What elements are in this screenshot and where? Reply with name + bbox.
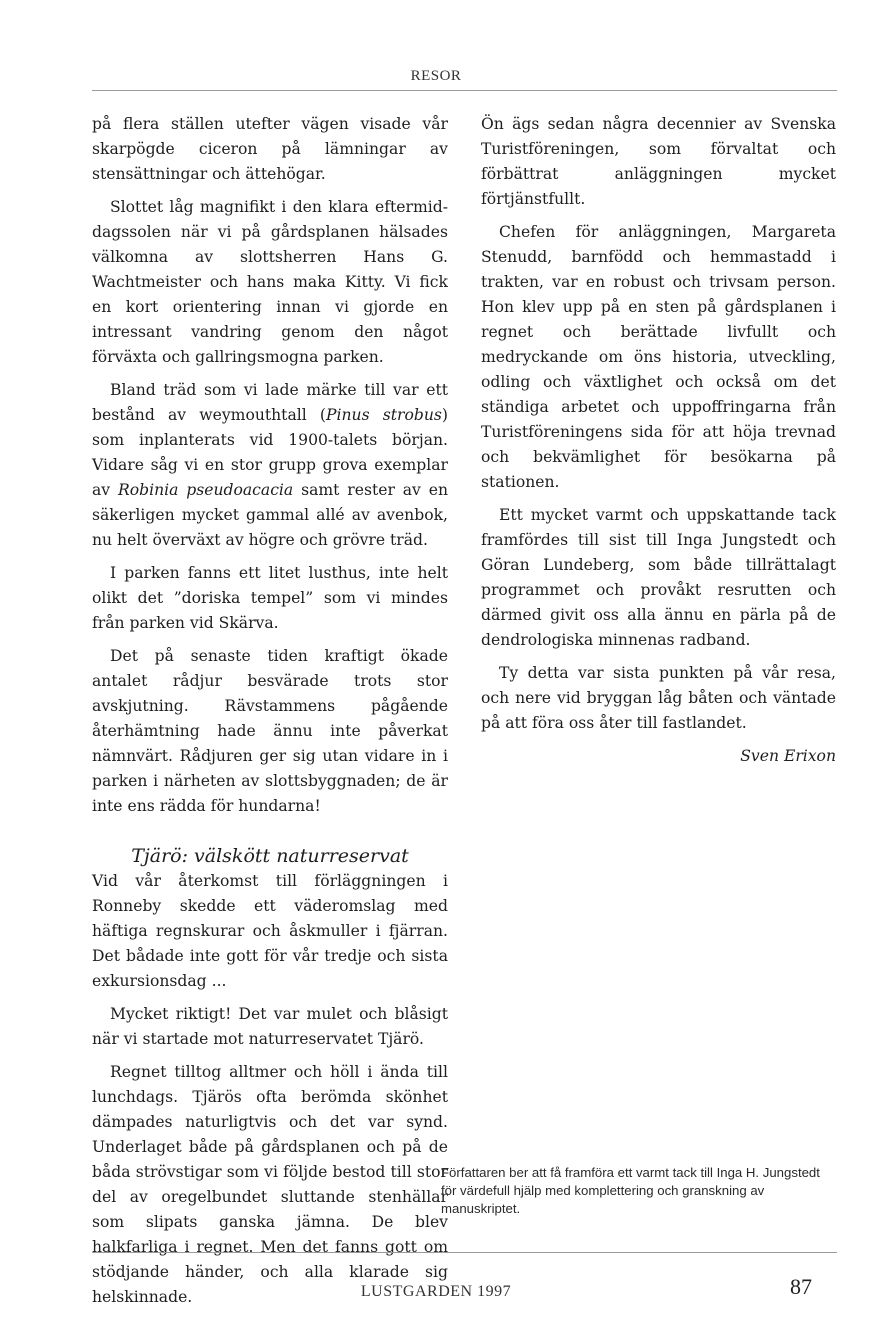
- paragraph-text: samt rester av en säkerligen mycket gammal allé av avenbok, nu helt överväxt av högre och grövre träd.: [92, 481, 448, 549]
- paragraph: [92, 378, 448, 553]
- paragraph-text: Bland träd som vi lade märke till var ett bestånd av weymouthtall (: [92, 381, 448, 424]
- paragraph: Regnet tilltog alltmer och höll i ända till lunchdags. Tjärös ofta berömda skönhet dämpades naturligtvis och det var synd. Underlaget både på gårdsplanen och på de båda strövstigar som vi följde bestod till stor del av oregelbundet sluttande stenhällar som slipats ganska jämna. De blev halkfarliga i regnet. Men det fanns gott om stödjande händer, och alla klarade sig helskinnade.: [92, 1063, 448, 1306]
- paragraph: på flera ställen utefter vägen visade vår skarpögde ciceron på lämningar av stensättningar och ättehögar.: [92, 115, 448, 183]
- section-heading: Tjärö: välskött naturreservat: [131, 845, 409, 867]
- paragraph: Chefen för anläggningen, Margareta Stenudd, barnfödd och hemmastadd i trakten, var en robust och trivsam person. Hon klev upp på en sten på gårdsplanen i regnet och berättade livfullt och medryckande om öns historia, utveckling, odling och växtlighet och också om det ständiga arbetet och uppoffringarna från Turistföreningens sida för att höja trevnad och bekvämlighet för besökarna på stationen.: [481, 223, 836, 491]
- page-number: 87: [790, 1274, 812, 1299]
- paragraph: Ty detta var sista punkten på vår resa, och nere vid bryggan låg båten och väntade på att föra oss åter till fastlandet.: [481, 664, 836, 732]
- left-column: [92, 112, 448, 1318]
- species-name: Robinia pseudoacacia: [117, 481, 294, 499]
- paragraph: Vid vår återkomst till förläggningen i Ronneby skedde ett väderomslag med häftiga regnskurar och åskmuller i fjärran. Det bådade inte gott för vår tredje och sista exkursionsdag ...: [92, 872, 448, 990]
- footnote: Författaren ber att få framföra ett varmt tack till Inga H. Jungstedt för värdefull hjälp med komplettering och granskning av manuskriptet.: [441, 1165, 820, 1216]
- footer-rule: [92, 1252, 837, 1253]
- paragraph: Det på senaste tiden kraftigt ökade antalet rådjur besvärade trots stor avskjutning. Rävstammens pågående återhämtning hade ännu inte påverkat nämnvärt. Rådjuren ger sig utan vidare in i parken i närheten av slottsbyggnaden; de är inte ens rädda för hundarna!: [92, 647, 448, 815]
- header-rule: [92, 90, 837, 91]
- paragraph: Slottet låg magnifikt i den klara eftermiddagssolen när vi på gårdsplanen hälsades välkomna av slottsherren Hans G. Wachtmeister och hans maka Kitty. Vi fick en kort orientering innan vi gjorde en intressant vandring genom den något förväxta och gallringsmogna parken.: [92, 198, 448, 366]
- paragraph: I parken fanns ett litet lusthus, inte helt olikt det ”doriska tempel” som vi mindes från parken vid Skärva.: [92, 564, 448, 632]
- paragraph: Ett mycket varmt och uppskattande tack framfördes till sist till Inga Jungstedt och Göran Lundeberg, som både tillrättalagt programmet och provåkt resrutten och därmed givit oss alla ännu en pärla på de dendrologiska minnenas radband.: [481, 506, 836, 649]
- running-header: RESOR: [410, 68, 462, 84]
- species-name: Pinus strobus: [326, 406, 442, 424]
- paragraph-text: ) som inplanterats vid 1900-talets början. Vidare såg vi en stor grupp grova exemplar av: [92, 406, 448, 499]
- author-signature: Sven Erixon: [740, 747, 836, 765]
- paragraph: Mycket riktigt! Det var mulet och blåsigt när vi startade mot naturreservatet Tjärö.: [92, 1005, 448, 1048]
- footer-journal: LUSTGARDEN 1997: [360, 1283, 512, 1300]
- paragraph: Ön ägs sedan några decennier av Svenska Turistföreningen, som förvaltat och förbättrat anläggningen mycket förtjänstfullt.: [481, 115, 836, 208]
- right-column: [481, 112, 836, 769]
